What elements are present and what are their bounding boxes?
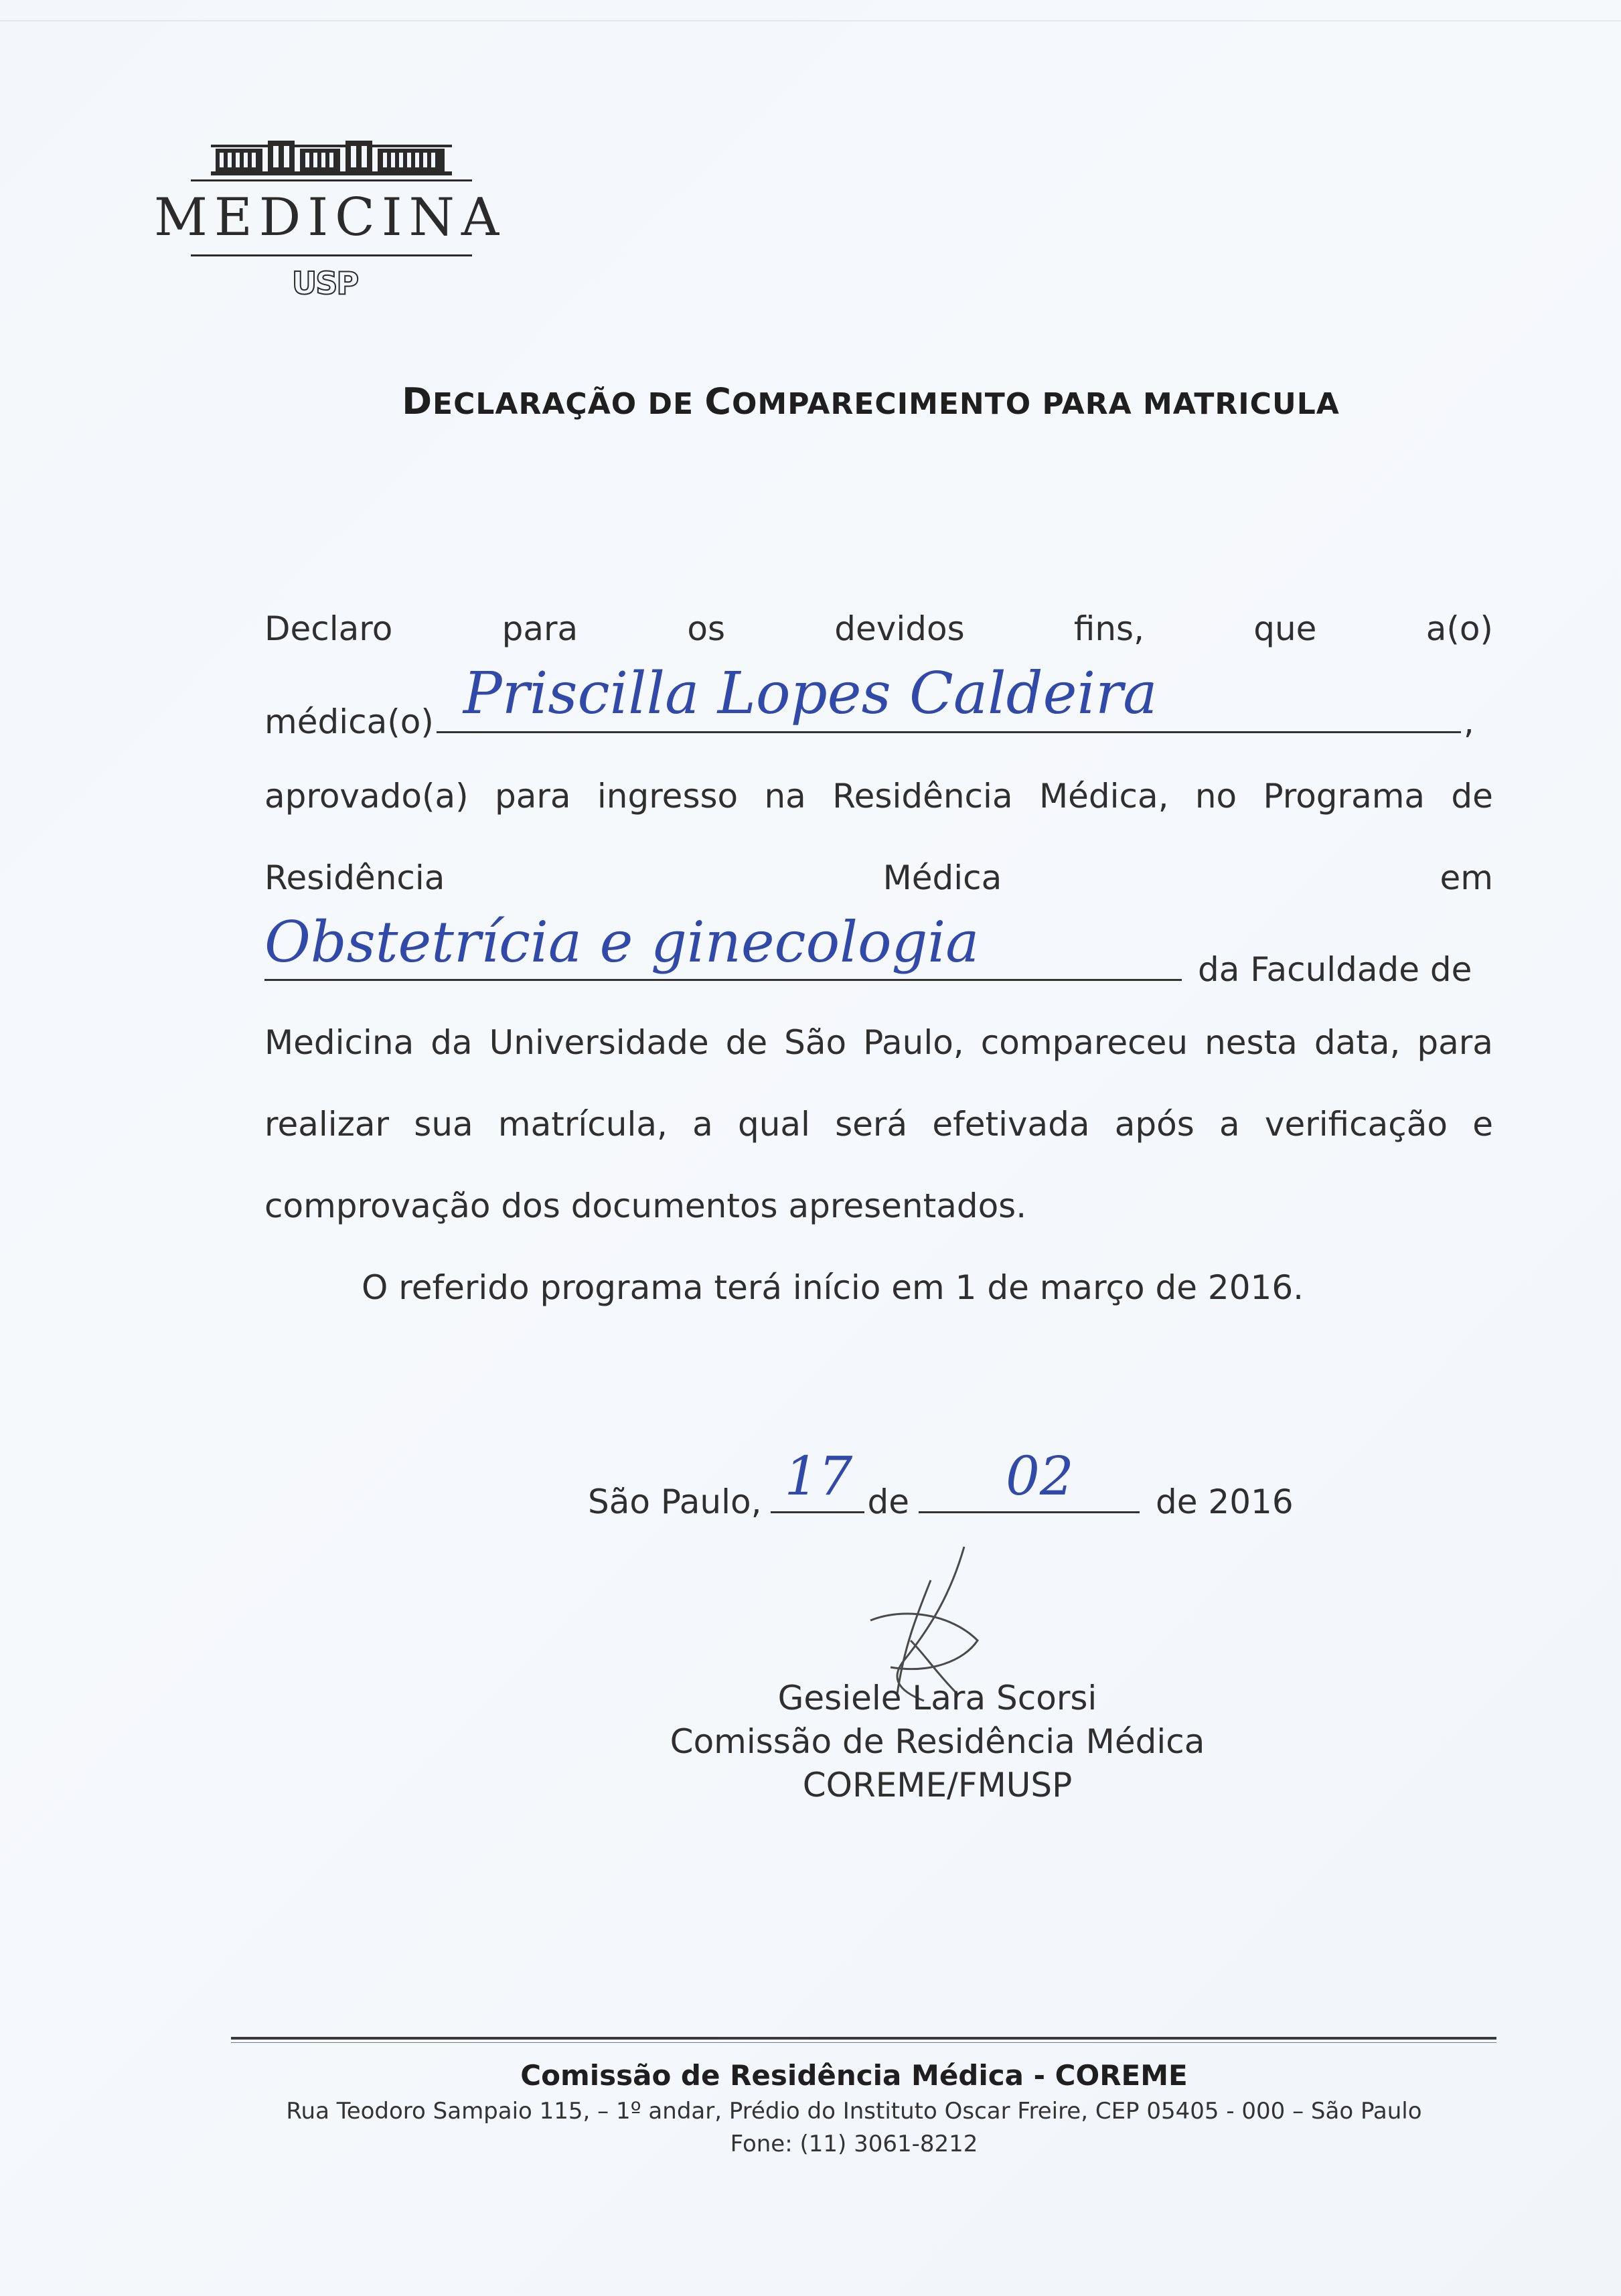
footer-title: Comissão de Residência Médica - COREME	[520, 2059, 1188, 2092]
page-title: DECLARAÇÃO DE COMPARECIMENTO PARA MATRICULA	[402, 380, 1340, 423]
body-line-8: comprovação dos documentos apresentados.	[264, 1187, 1027, 1225]
body-line-2: médica(o) Priscilla Lopes Caldeira ,	[264, 660, 1474, 741]
logo-usp-mark: USP	[291, 265, 358, 301]
body-line-3: aprovado(a) para ingresso na Residência Médica, no Programa de	[264, 777, 1493, 816]
body-line-9: O referido programa terá início em 1 de março de 2016.	[362, 1268, 1304, 1307]
footer-phone: Fone: (11) 3061-8212	[730, 2131, 978, 2157]
handwritten-month: 02	[1005, 1445, 1074, 1507]
body-line-7: realizar sua matrícula, a qual será efetivada após a verificação e	[264, 1105, 1493, 1144]
body-line-1: Declaro para os devidos fins, que a(o)	[264, 609, 1493, 648]
date-suffix: de 2016	[1155, 1482, 1294, 1521]
handwritten-day: 17	[784, 1445, 853, 1507]
month-field	[919, 1445, 1140, 1513]
logo-wordmark: MEDICINA	[154, 187, 506, 248]
date-sep: de	[867, 1482, 909, 1521]
medicina-usp-logo	[154, 134, 506, 308]
body-line-5: Obstetrícia e ginecologia da Faculdade de	[264, 909, 1472, 989]
date-prefix: São Paulo,	[588, 1482, 762, 1521]
footer-address: Rua Teodoro Sampaio 115, – 1º andar, Prédio do Instituto Oscar Freire, CEP 05405 - 000 – São Paulo	[286, 2098, 1422, 2125]
page-edge	[0, 20, 1621, 21]
footer-divider-thin	[231, 2042, 1496, 2043]
body-line-6: Medicina da Universidade de São Paulo, compareceu nesta data, para	[264, 1023, 1493, 1062]
signatory-role: Comissão de Residência Médica	[670, 1722, 1205, 1761]
date-line	[588, 1445, 1324, 1521]
handwritten-program: Obstetrícia e ginecologia	[264, 909, 980, 975]
signatory-org: COREME/FMUSP	[802, 1766, 1073, 1805]
physician-label: médica(o)	[264, 702, 434, 741]
day-field	[771, 1445, 864, 1513]
body-line-4: Residência Médica em	[264, 858, 1493, 897]
signatory-name: Gesiele Lara Scorsi	[777, 1679, 1097, 1717]
footer-divider	[231, 2037, 1496, 2040]
handwritten-name: Priscilla Lopes Caldeira	[463, 660, 1158, 727]
